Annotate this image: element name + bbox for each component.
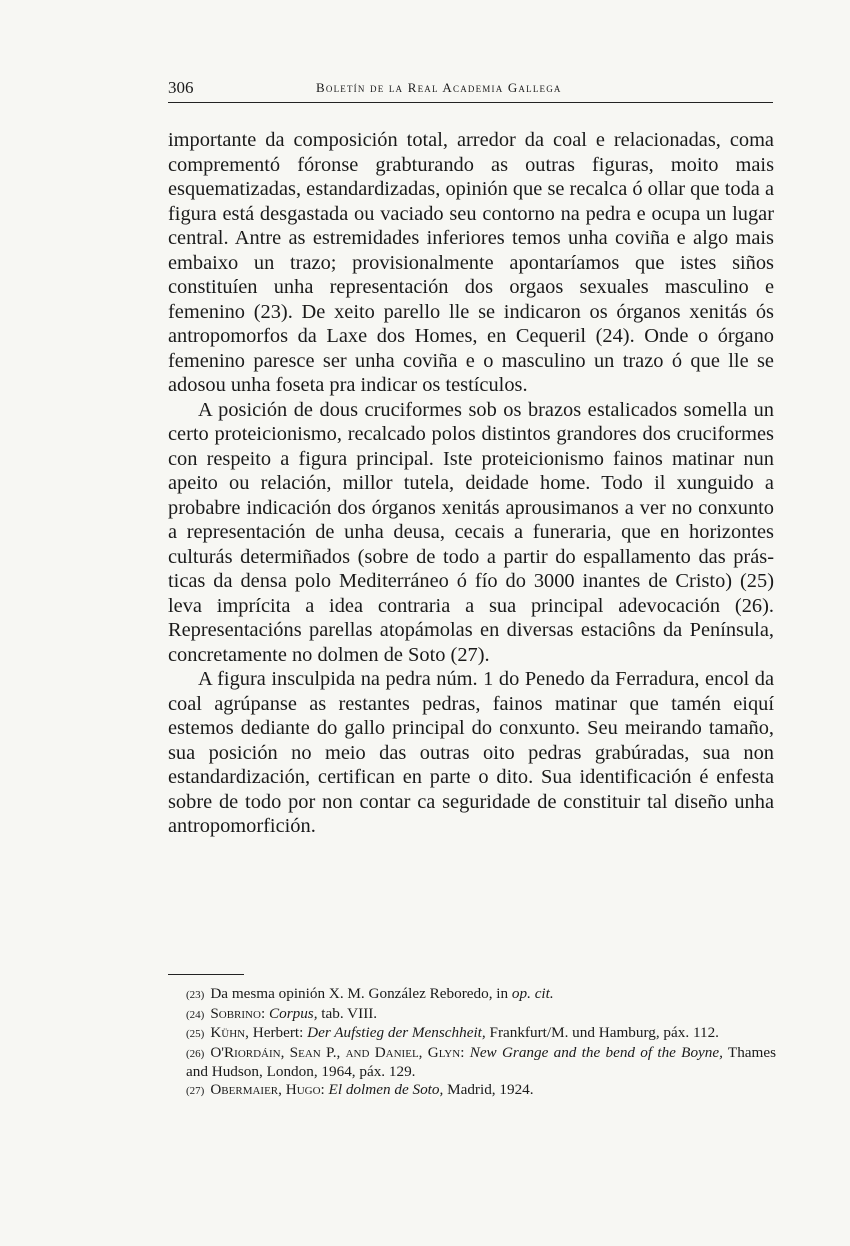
footnote-number: (23)	[186, 989, 205, 1001]
footnote-26	[186, 1044, 776, 1081]
body-text	[168, 128, 774, 839]
page-header	[168, 76, 773, 103]
footnote-text: Da mesma opinión X. M. González Reboredo, in	[210, 985, 512, 1002]
footnote-27	[186, 1081, 776, 1101]
running-head: Boletín de la Real Academia Gallega	[316, 80, 562, 95]
footnote-author: Obermaier, Hugo:	[210, 1080, 325, 1098]
paragraph-2: A posición de dous cruciformes sob os brazos estalicados somella un certo proteicionismo, recalcado polos distintos grandores dos cruciformes con respeito a figura principal. Iste proteicionismo fainos matinar nun apeito ou relación, millor tutela, deidade home. Todo il xunguido a probabre indicación dos órganos xenitás aprousimanos a ver no conxunto a representación de unha deusa, cecais a funeraria, que en horizontes culturás determiñados (sobre de todo a partir do espallamento das prásticas da densa polo Mediterráneo ó fío do 3000 inantes de Cristo) (25) leva imprícita a idea contraria a sua principal adevocación (26). Representacións parellas atopámolas en diversas estaciôns da Península, concretamente no dolmen de Soto (27).	[168, 398, 774, 666]
footnote-23	[186, 985, 776, 1005]
footnote-title: op. cit.	[511, 985, 554, 1002]
footnote-tail: tab. VIII.	[317, 1004, 378, 1022]
footnote-number: (24)	[186, 1008, 205, 1021]
footnote-title: New Grange and the bend of the Boyne,	[469, 1043, 723, 1061]
footnote-title: Der Aufstieg der Menschheit,	[307, 1024, 486, 1042]
footnote-tail: Madrid, 1924.	[443, 1080, 534, 1098]
footnote-number: (26)	[186, 1047, 205, 1060]
paragraph-1: importante da composición total, arredor da coal e relacionadas, coma comprementó fóronse grabturando as outras figuras, moito mais esquematizadas, estandardizadas, opinión que se recalca ó ollar que toda a figura está desgastada ou vaciado seu contorno na pedra e ocupa un lugar central. Antre as estremidades inferiores temos unha coviña e algo mais embaixo un trazo; provisionalmente apontaríamos que istes siños constituíen unha representación dos orgaos sexuales masculino e femenino (23). De xeito parello lle se indicaron os órganos xenitás ós antropomorfos da Laxe dos Homes, en Cequeril (24). Onde o órgano femenino paresce ser unha coviña e o masculino un trazo ó que lle se adosou unha foseta pra indicar os testículos.	[168, 129, 774, 396]
footnote-author: Sobrino:	[210, 1004, 266, 1022]
footnote-author: O'Riordáin, Sean P., and Daniel, Glyn:	[210, 1043, 465, 1061]
footnote-tail: Thames and Hudson, London, 1964, páx. 129.	[186, 1043, 776, 1081]
page-number: 306	[168, 78, 194, 97]
footnote-author: Kühn,	[210, 1024, 249, 1042]
footnote-title: El dolmen de Soto,	[328, 1080, 444, 1098]
footnote-tail: Frankfurt/M. und Hamburg, páx. 112.	[485, 1024, 719, 1042]
footnote-rule	[168, 974, 244, 975]
footnote-text: Herbert:	[248, 1024, 308, 1042]
paragraph-3: A figura insculpida na pedra núm. 1 do Penedo da Ferradura, encol da coal agrúpanse as restantes pedras, fainos matinar que tamén eiquí estemos dediante do gallo principal do conxunto. Seu meirando tamaño, sua posición no meio das outras oito pedras grabúradas, sua non estandardización, certifican en parte o dito. Sua identificación é enfesta sobre de todo por non contar ca seguridade de constituir tal diseño unha antropomorfición.	[168, 668, 774, 837]
footnote-title: Corpus,	[268, 1004, 318, 1022]
footnotes	[186, 985, 776, 1101]
footnote-24	[186, 1005, 776, 1025]
footnote-25	[186, 1024, 776, 1044]
footnote-number: (27)	[186, 1084, 205, 1097]
footnote-number: (25)	[186, 1028, 205, 1041]
